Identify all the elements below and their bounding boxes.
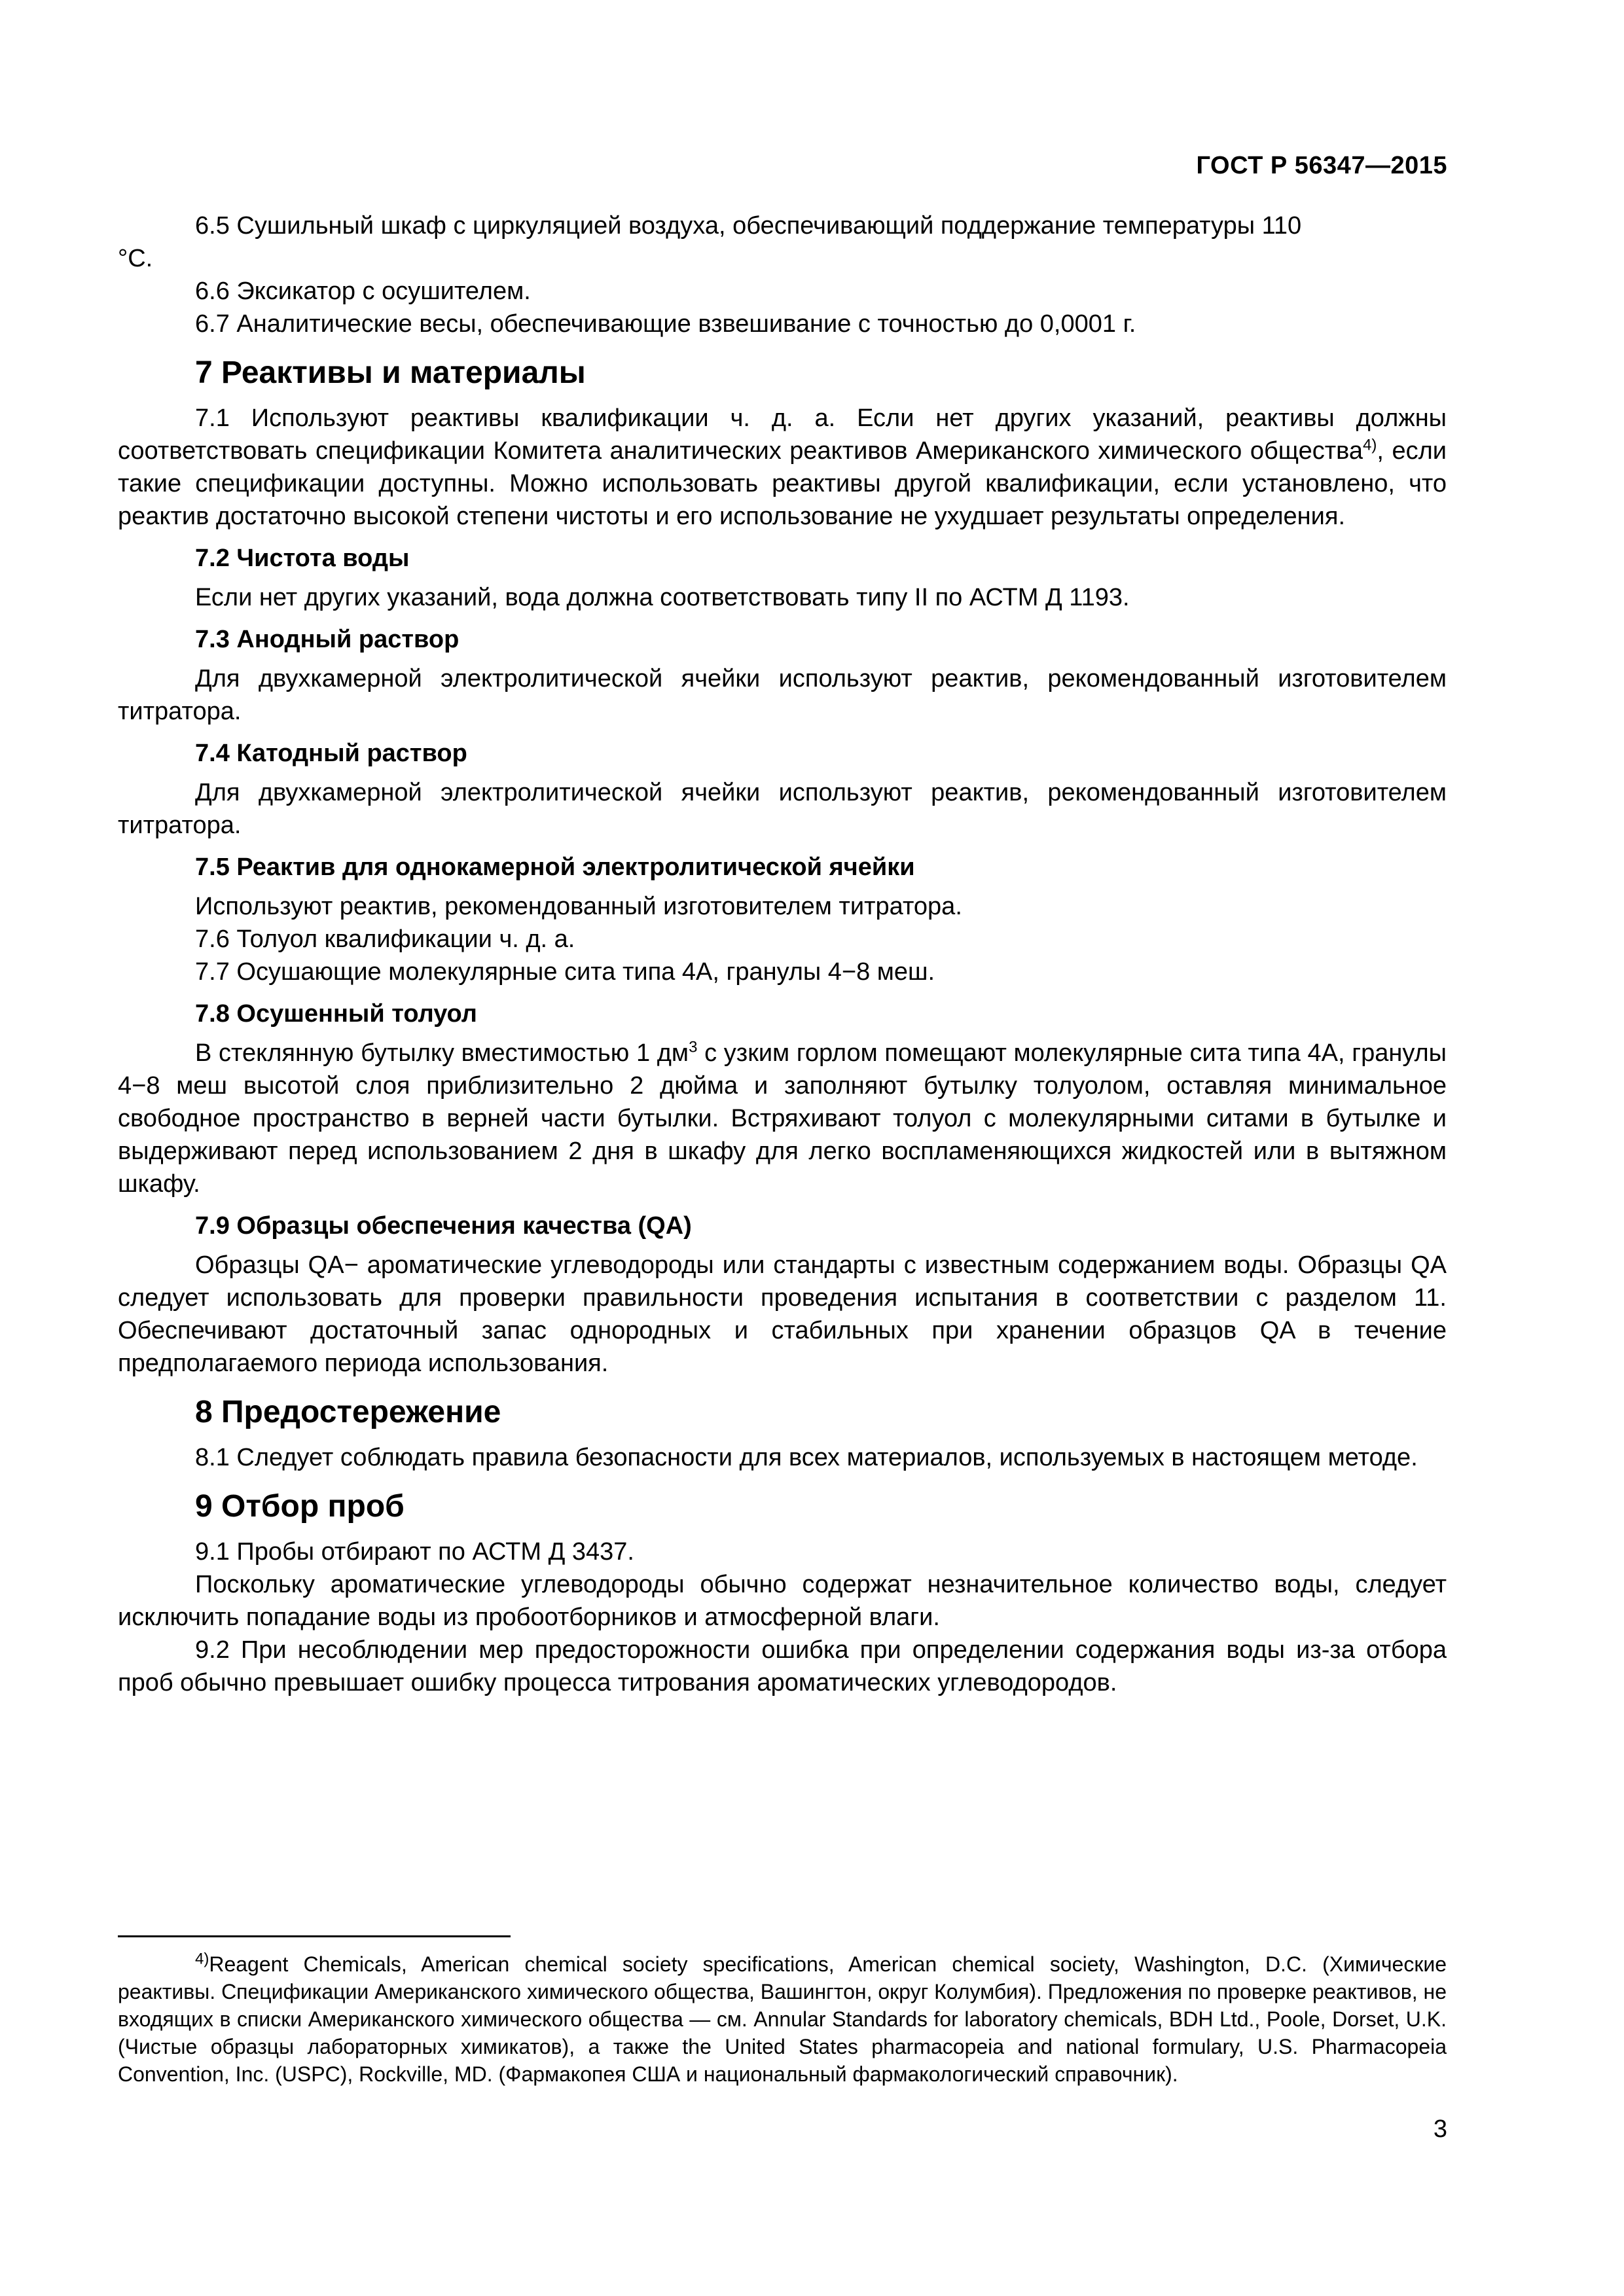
subsection-7-3-title: 7.3 Анодный раствор [195, 626, 460, 653]
paragraph-7-1-part-a: 7.1 Используют реактивы квалификации ч. д. а. Если нет других указаний, реактивы должны соответствовать спецификации Комитета аналитических реактивов Американского химического общества [118, 404, 1447, 465]
paragraph-6-5-tail: °С. [118, 245, 153, 272]
subsection-7-2-title: 7.2 Чистота воды [195, 545, 410, 572]
paragraph-7-8 [118, 1037, 1447, 1200]
subsection-7-8-title: 7.8 Осушенный толуол [195, 1000, 477, 1028]
section-8-title: 8 Предостережение [195, 1395, 501, 1429]
paragraph-9-1-continued: Поскольку ароматические углеводороды обычно содержат незначительное количество воды, следует исключить попадание воды из пробоотборников и атмосферной влаги. [118, 1571, 1447, 1631]
document-header-id: ГОСТ Р 56347—2015 [1196, 152, 1447, 179]
paragraph-7-6: 7.6 Толуол квалификации ч. д. а. [195, 925, 575, 953]
paragraph-7-7: 7.7 Осушающие молекулярные сита типа 4А, гранулы 4−8 меш. [195, 958, 935, 986]
subsection-7-4-title: 7.4 Катодный раствор [195, 740, 467, 767]
paragraph-7-1 [118, 402, 1447, 533]
paragraph-9-2: 9.2 При несоблюдении мер предосторожности ошибка при определении содержания воды из-за отбора проб обычно превышает ошибку процесса титрования ароматических углеводородов. [118, 1636, 1447, 1696]
paragraph-8-1: 8.1 Следует соблюдать правила безопасности для всех материалов, используемых в настоящем методе. [195, 1444, 1418, 1471]
footnote-4 [118, 1950, 1447, 2088]
paragraph-7-2: Если нет других указаний, вода должна соответствовать типу II по АСТМ Д 1193. [195, 584, 1130, 611]
paragraph-9-1: 9.1 Пробы отбирают по АСТМ Д 3437. [195, 1538, 634, 1566]
paragraph-6-6: 6.6 Эксикатор с осушителем. [195, 278, 531, 305]
paragraph-7-5: Используют реактив, рекомендованный изготовителем титратора. [195, 893, 962, 920]
document-body [118, 209, 1447, 1699]
footnote-4-text [118, 1950, 1447, 2088]
footnote-4-body: Reagent Chemicals, American chemical society specifications, American chemical society, Washington, D.C. (Химические реактивы. Спецификации Американского химического общества, Вашингтон, округ Колумбия). Предложения по проверке реактивов, не входящих в списки Американского химического общества — см. Annular Standards for laboratory chemicals, BDH Ltd., Poole, Dorset, U.K. (Чистые образцы лабораторных химикатов), а также the United States pharmacopeia and national formulary, U.S. Pharmacopeia Convention, Inc. (USPC), Rockville, MD. (Фармакопея США и национальный фармакологический справочник). [118, 1952, 1447, 2086]
paragraph-7-1-part-b: , если такие спецификации доступны. Можно использовать реактивы другой квалификации, если установлено, что реактив достаточно высокой степени чистоты и его использование не ухудшает результаты определения. [118, 437, 1447, 530]
paragraph-7-8-part-b: с узким горлом помещают молекулярные сита типа 4А, гранулы 4−8 меш высотой слоя приблизительно 2 дюйма и заполняют бутылку толуолом, оставляя минимальное свободное пространство в верней части бутылки. Встряхивают толуол с молекулярными ситами в бутылке и выдерживают перед использованием 2 дня в шкафу для легко воспламеняющихся жидкостей или в вытяжном шкафу. [118, 1039, 1447, 1198]
page-number: 3 [1433, 2115, 1447, 2143]
section-7-title: 7 Реактивы и материалы [195, 355, 586, 390]
footnote-4-marker: 4) [195, 1950, 209, 1968]
paragraph-6-5: 6.5 Сушильный шкаф с циркуляцией воздуха, обеспечивающий поддержание температуры 110 [195, 212, 1302, 240]
superscript-3: 3 [689, 1038, 698, 1056]
paragraph-7-9: Образцы QA− ароматические углеводороды или стандарты с известным содержанием воды. Образцы QA следует использовать для проверки правильности проведения испытания в соответствии с разделом 11. Обеспечивают достаточный запас однородных и стабильных при хранении образцов QA в течение предполагаемого периода использования. [118, 1251, 1447, 1377]
footnote-separator [118, 1935, 511, 1937]
footnote-ref-4: 4) [1363, 436, 1377, 454]
paragraph-7-3: Для двухкамерной электролитической ячейки используют реактив, рекомендованный изготовителем титратора. [118, 665, 1447, 725]
subsection-7-9-title: 7.9 Образцы обеспечения качества (QA) [195, 1212, 692, 1240]
paragraph-6-7: 6.7 Аналитические весы, обеспечивающие взвешивание с точностью до 0,0001 г. [195, 310, 1136, 338]
section-9-title: 9 Отбор проб [195, 1489, 405, 1524]
paragraph-7-8-part-a: В стеклянную бутылку вместимостью 1 дм [195, 1039, 689, 1067]
paragraph-7-4: Для двухкамерной электролитической ячейки используют реактив, рекомендованный изготовителем титратора. [118, 779, 1447, 839]
subsection-7-5-title: 7.5 Реактив для однокамерной электролитической ячейки [195, 853, 915, 881]
